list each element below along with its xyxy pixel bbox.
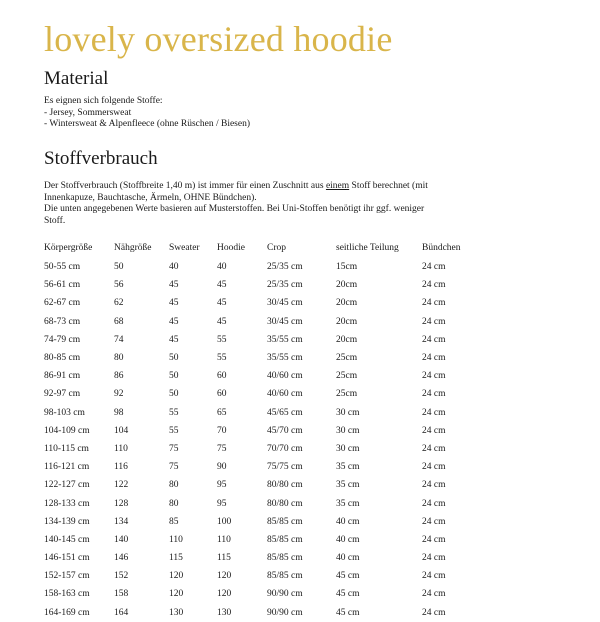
cell-hoodie: 100 <box>217 516 232 527</box>
cell-naehgroesse: 134 <box>114 516 129 527</box>
cell-buendchen: 24 cm <box>422 589 446 600</box>
cell-sweater: 120 <box>169 571 184 582</box>
cell-sweater: 130 <box>169 607 184 618</box>
cell-buendchen: 24 cm <box>422 334 446 345</box>
material-text <box>44 96 564 131</box>
cell-koerpergroesse: 116-121 cm <box>44 462 90 473</box>
cell-sweater: 75 <box>169 462 179 473</box>
cell-koerpergroesse: 164-169 cm <box>44 607 90 618</box>
cell-hoodie: 120 <box>217 589 232 600</box>
cell-seitliche-teilung: 30 cm <box>336 425 360 436</box>
cell-hoodie: 55 <box>217 334 227 345</box>
cell-koerpergroesse: 146-151 cm <box>44 553 90 564</box>
cell-hoodie: 120 <box>217 571 232 582</box>
cell-naehgroesse: 158 <box>114 589 129 600</box>
table-row <box>44 367 482 385</box>
cell-naehgroesse: 56 <box>114 280 124 291</box>
cell-hoodie: 70 <box>217 425 227 436</box>
cell-buendchen: 24 cm <box>422 280 446 291</box>
size-table <box>44 238 482 622</box>
cell-buendchen: 24 cm <box>422 498 446 509</box>
cell-hoodie: 95 <box>217 498 227 509</box>
cell-koerpergroesse: 62-67 cm <box>44 298 81 309</box>
cell-koerpergroesse: 50-55 cm <box>44 262 81 273</box>
cell-sweater: 45 <box>169 334 179 345</box>
cell-buendchen: 24 cm <box>422 389 446 400</box>
table-row <box>44 513 482 531</box>
cell-hoodie: 65 <box>217 407 227 418</box>
cell-naehgroesse: 92 <box>114 389 124 400</box>
cell-buendchen: 24 cm <box>422 462 446 473</box>
table-row <box>44 404 482 422</box>
cell-buendchen: 24 cm <box>422 534 446 545</box>
cell-sweater: 75 <box>169 443 179 454</box>
cell-naehgroesse: 86 <box>114 371 124 382</box>
cell-naehgroesse: 146 <box>114 553 129 564</box>
cell-crop: 40/60 cm <box>267 389 303 400</box>
cell-crop: 85/85 cm <box>267 534 303 545</box>
cell-hoodie: 45 <box>217 316 227 327</box>
cell-sweater: 40 <box>169 262 179 273</box>
cell-crop: 80/80 cm <box>267 498 303 509</box>
header-seitliche-teilung: seitliche Teilung <box>336 243 399 253</box>
cell-buendchen: 24 cm <box>422 407 446 418</box>
cell-buendchen: 24 cm <box>422 371 446 382</box>
cell-naehgroesse: 62 <box>114 298 124 309</box>
cell-crop: 90/90 cm <box>267 607 303 618</box>
table-row <box>44 567 482 585</box>
cell-crop: 70/70 cm <box>267 443 303 454</box>
stoffverbrauch-line-1: Der Stoffverbrauch (Stoffbreite 1,40 m) ist immer für einen Zuschnitt aus einem Stoff berechnet (mit <box>44 181 428 191</box>
cell-sweater: 55 <box>169 425 179 436</box>
table-row <box>44 440 482 458</box>
table-row <box>44 422 482 440</box>
cell-sweater: 80 <box>169 498 179 509</box>
table-row <box>44 294 482 312</box>
cell-naehgroesse: 80 <box>114 353 124 364</box>
cell-seitliche-teilung: 25cm <box>336 353 358 364</box>
stoffverbrauch-heading: Stoffverbrauch <box>44 148 158 169</box>
cell-buendchen: 24 cm <box>422 607 446 618</box>
cell-buendchen: 24 cm <box>422 262 446 273</box>
cell-koerpergroesse: 152-157 cm <box>44 571 90 582</box>
cell-crop: 85/85 cm <box>267 571 303 582</box>
cell-koerpergroesse: 56-61 cm <box>44 280 81 291</box>
table-row <box>44 585 482 603</box>
cell-sweater: 50 <box>169 353 179 364</box>
cell-koerpergroesse: 122-127 cm <box>44 480 90 491</box>
table-row <box>44 494 482 512</box>
cell-naehgroesse: 50 <box>114 262 124 273</box>
cell-hoodie: 90 <box>217 462 227 473</box>
header-hoodie: Hoodie <box>217 243 245 253</box>
cell-hoodie: 55 <box>217 353 227 364</box>
header-crop: Crop <box>267 243 286 253</box>
cell-buendchen: 24 cm <box>422 353 446 364</box>
cell-hoodie: 110 <box>217 534 231 545</box>
cell-koerpergroesse: 92-97 cm <box>44 389 81 400</box>
table-row <box>44 531 482 549</box>
cell-buendchen: 24 cm <box>422 516 446 527</box>
cell-buendchen: 24 cm <box>422 316 446 327</box>
cell-hoodie: 130 <box>217 607 232 618</box>
cell-crop: 25/35 cm <box>267 262 303 273</box>
cell-koerpergroesse: 128-133 cm <box>44 498 90 509</box>
table-row <box>44 549 482 567</box>
cell-buendchen: 24 cm <box>422 571 446 582</box>
cell-seitliche-teilung: 35 cm <box>336 462 360 473</box>
table-row <box>44 476 482 494</box>
cell-crop: 45/70 cm <box>267 425 303 436</box>
cell-naehgroesse: 98 <box>114 407 124 418</box>
cell-sweater: 120 <box>169 589 184 600</box>
cell-koerpergroesse: 68-73 cm <box>44 316 81 327</box>
cell-koerpergroesse: 74-79 cm <box>44 334 81 345</box>
cell-koerpergroesse: 98-103 cm <box>44 407 85 418</box>
cell-sweater: 115 <box>169 553 183 564</box>
page-title: lovely oversized hoodie <box>44 19 393 59</box>
cell-koerpergroesse: 86-91 cm <box>44 371 81 382</box>
cell-seitliche-teilung: 45 cm <box>336 607 360 618</box>
cell-crop: 40/60 cm <box>267 371 303 382</box>
material-line: - Jersey, Sommersweat <box>44 107 132 118</box>
cell-seitliche-teilung: 35 cm <box>336 498 360 509</box>
cell-naehgroesse: 110 <box>114 443 128 454</box>
table-row <box>44 331 482 349</box>
cell-naehgroesse: 164 <box>114 607 129 618</box>
cell-seitliche-teilung: 20cm <box>336 280 358 291</box>
cell-sweater: 45 <box>169 298 179 309</box>
cell-seitliche-teilung: 40 cm <box>336 516 360 527</box>
table-row <box>44 385 482 403</box>
table-body <box>44 258 482 622</box>
cell-sweater: 110 <box>169 534 183 545</box>
stoffverbrauch-line-3: Die unten angegebenen Werte basieren auf Musterstoffen. Bei Uni-Stoffen benötigt ihr ggf. weniger <box>44 204 425 214</box>
cell-seitliche-teilung: 40 cm <box>336 534 360 545</box>
table-header-row <box>44 238 482 258</box>
cell-seitliche-teilung: 15cm <box>336 262 358 273</box>
cell-naehgroesse: 128 <box>114 498 129 509</box>
cell-seitliche-teilung: 35 cm <box>336 480 360 491</box>
material-line: Es eignen sich folgende Stoffe: <box>44 96 163 106</box>
cell-hoodie: 75 <box>217 443 227 454</box>
cell-sweater: 50 <box>169 371 179 382</box>
cell-seitliche-teilung: 40 cm <box>336 553 360 564</box>
stoffverbrauch-line-2: Innenkapuze, Bauchtasche, Ärmeln, OHNE Bündchen). <box>44 192 257 203</box>
cell-seitliche-teilung: 20cm <box>336 334 358 345</box>
material-line: - Wintersweat & Alpenfleece (ohne Rüschen / Biesen) <box>44 119 250 129</box>
cell-sweater: 45 <box>169 316 179 327</box>
cell-hoodie: 115 <box>217 553 231 564</box>
cell-naehgroesse: 140 <box>114 534 129 545</box>
cell-sweater: 85 <box>169 516 179 527</box>
cell-naehgroesse: 152 <box>114 571 129 582</box>
cell-sweater: 55 <box>169 407 179 418</box>
cell-hoodie: 60 <box>217 389 227 400</box>
cell-hoodie: 45 <box>217 280 227 291</box>
cell-buendchen: 24 cm <box>422 425 446 436</box>
cell-koerpergroesse: 104-109 cm <box>44 425 90 436</box>
cell-hoodie: 45 <box>217 298 227 309</box>
cell-crop: 90/90 cm <box>267 589 303 600</box>
cell-buendchen: 24 cm <box>422 298 446 309</box>
cell-crop: 45/65 cm <box>267 407 303 418</box>
table-row <box>44 276 482 294</box>
cell-crop: 80/80 cm <box>267 480 303 491</box>
cell-seitliche-teilung: 30 cm <box>336 407 360 418</box>
header-sweater: Sweater <box>169 243 200 253</box>
table-row <box>44 258 482 276</box>
cell-hoodie: 60 <box>217 371 227 382</box>
cell-koerpergroesse: 158-163 cm <box>44 589 90 600</box>
cell-naehgroesse: 104 <box>114 425 129 436</box>
cell-naehgroesse: 74 <box>114 334 124 345</box>
header-naehgroesse: Nähgröße <box>114 243 152 253</box>
cell-koerpergroesse: 134-139 cm <box>44 516 90 527</box>
material-heading: Material <box>44 68 109 89</box>
cell-sweater: 50 <box>169 389 179 400</box>
cell-crop: 75/75 cm <box>267 462 303 473</box>
underlined-word: einem <box>325 181 350 191</box>
table-row <box>44 349 482 367</box>
cell-koerpergroesse: 80-85 cm <box>44 353 81 364</box>
cell-hoodie: 40 <box>217 262 227 273</box>
cell-seitliche-teilung: 45 cm <box>336 571 360 582</box>
cell-seitliche-teilung: 30 cm <box>336 443 360 454</box>
cell-koerpergroesse: 140-145 cm <box>44 534 90 545</box>
cell-crop: 35/55 cm <box>267 334 303 345</box>
cell-sweater: 45 <box>169 280 179 291</box>
cell-naehgroesse: 116 <box>114 462 128 473</box>
cell-crop: 30/45 cm <box>267 316 303 327</box>
stoffverbrauch-line-4: Stoff. <box>44 215 66 226</box>
cell-buendchen: 24 cm <box>422 443 446 454</box>
cell-seitliche-teilung: 45 cm <box>336 589 360 600</box>
cell-crop: 35/55 cm <box>267 353 303 364</box>
cell-buendchen: 24 cm <box>422 553 446 564</box>
cell-crop: 25/35 cm <box>267 280 303 291</box>
cell-naehgroesse: 122 <box>114 480 129 491</box>
cell-crop: 85/85 cm <box>267 553 303 564</box>
cell-crop: 85/85 cm <box>267 516 303 527</box>
cell-buendchen: 24 cm <box>422 480 446 491</box>
cell-seitliche-teilung: 25cm <box>336 389 358 400</box>
stoffverbrauch-text <box>44 181 564 227</box>
header-buendchen: Bündchen <box>422 243 461 253</box>
cell-seitliche-teilung: 25cm <box>336 371 358 382</box>
cell-crop: 30/45 cm <box>267 298 303 309</box>
cell-seitliche-teilung: 20cm <box>336 298 358 309</box>
table-row <box>44 313 482 331</box>
table-row <box>44 604 482 622</box>
cell-naehgroesse: 68 <box>114 316 124 327</box>
table-row <box>44 458 482 476</box>
cell-koerpergroesse: 110-115 cm <box>44 443 89 454</box>
cell-sweater: 80 <box>169 480 179 491</box>
header-koerpergroesse: Körpergröße <box>44 243 93 253</box>
cell-hoodie: 95 <box>217 480 227 491</box>
cell-seitliche-teilung: 20cm <box>336 316 358 327</box>
